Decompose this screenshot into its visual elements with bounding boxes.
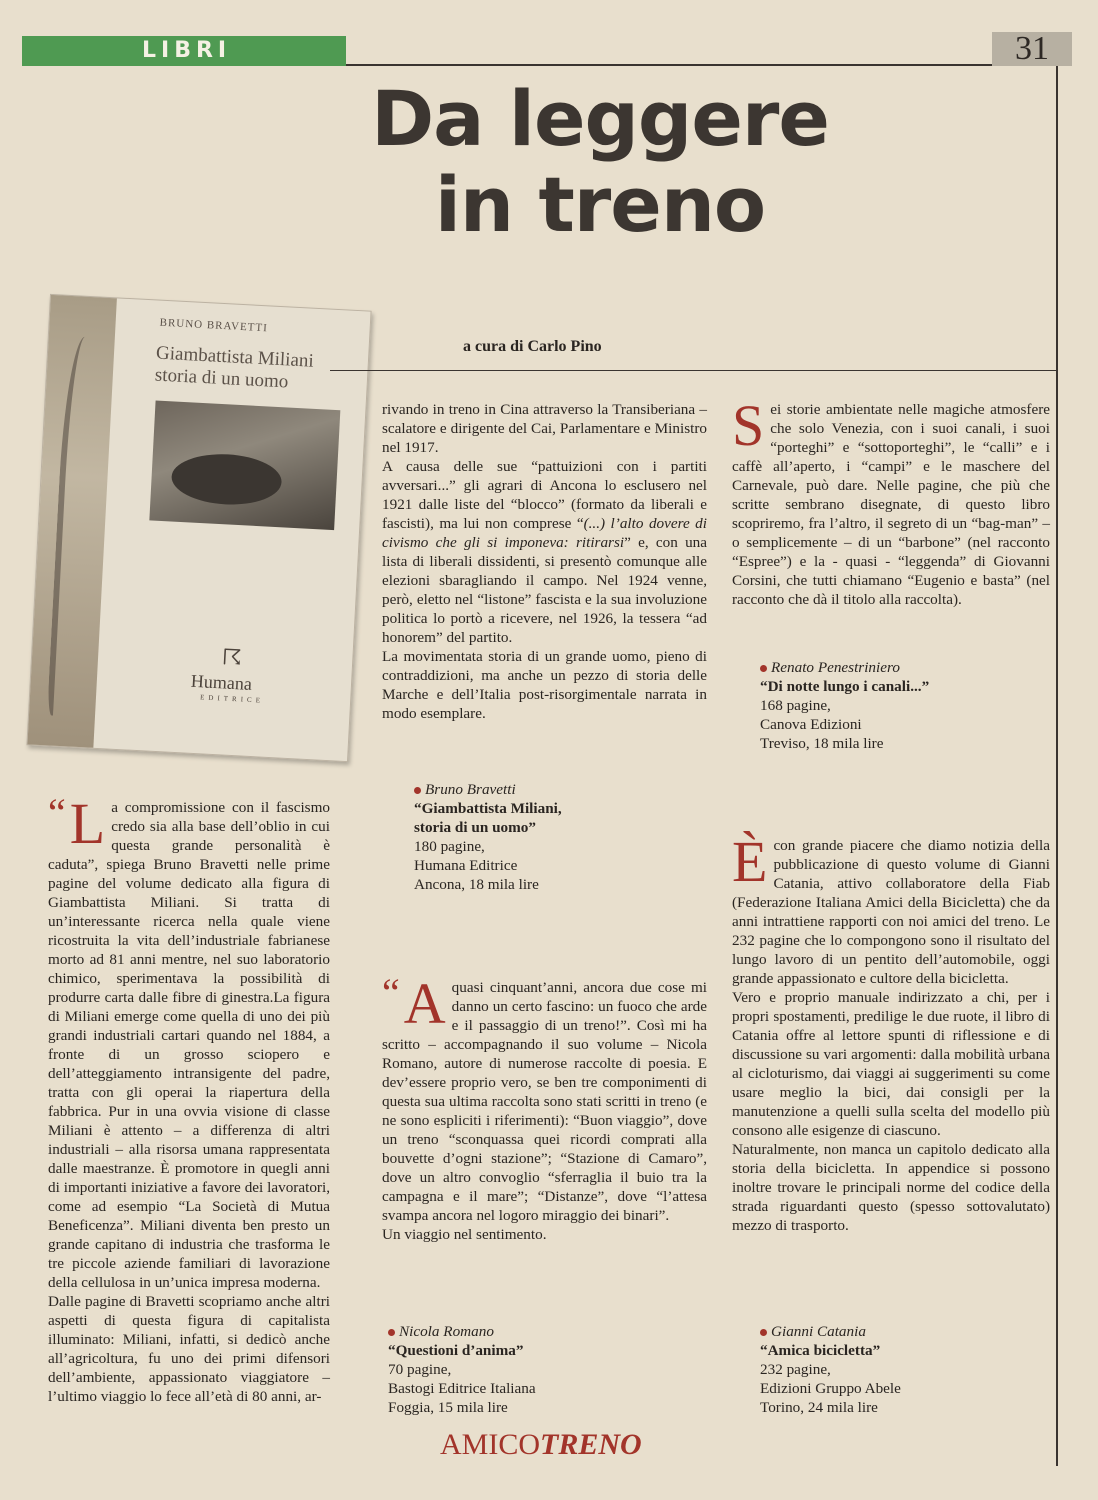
review4-text-b: Vero e proprio manuale indirizzato a chi, per i propri spostamenti, predilige le due ruote, il libro di Catania offre al lettore spunti di riflessione e di discussione su vari argomenti: dalla mobilità urbana al cicloturismo, dai viaggi ai suggerimenti su come usare meglio la bici, dai consigli per la manutenzione a quelli sulla scelta del modello più consono alle esigenze di ciascuno. bbox=[732, 989, 1050, 1139]
bullet-icon bbox=[760, 665, 767, 672]
credit-rule bbox=[330, 370, 1058, 371]
cover-photo bbox=[149, 401, 340, 531]
review1-pages: 180 pagine, bbox=[414, 838, 485, 855]
review1-text-e: La movimentata storia di un grande uomo, pieno di contraddizioni, ma anche un pezzo di storia delle Marche e dell’Italia post-risorgimentale narrata in modo esemplare. bbox=[382, 648, 707, 722]
logo-part1: AMICO bbox=[440, 1428, 541, 1461]
review1-quote-italic: (...) l’alto dovere di civismo che gli si imponeva: ritirarsi bbox=[382, 515, 707, 551]
bullet-icon bbox=[414, 787, 421, 794]
review1-title-line2: storia di un uomo” bbox=[414, 819, 536, 836]
review2-book-info bbox=[388, 1322, 536, 1417]
editor-credit: a cura di Carlo Pino bbox=[463, 338, 602, 355]
right-margin-rule bbox=[1056, 66, 1058, 1466]
book-cover bbox=[26, 294, 371, 762]
review1-author: Bruno Bravetti bbox=[425, 781, 516, 798]
review4-place-price: Torino, 24 mila lire bbox=[760, 1399, 878, 1416]
review1-text-c: rivando in treno in Cina attraverso la Transiberiana – scalatore e dirigente del Cai, Parlamentare e Ministro nel 1917. bbox=[382, 401, 707, 456]
review4-title: “Amica bicicletta” bbox=[760, 1342, 881, 1359]
review2-text-b: Un viaggio nel sentimento. bbox=[382, 1226, 547, 1243]
review1-text-d1: A causa delle sue “pattuizioni con i partiti avversari...” gli agrari di Ancona lo esclusero nel 1921 dalle liste del “blocco” (formato da liberali e fascisti), ma lui non comprese “ bbox=[382, 458, 707, 532]
logo-part2: TRENO bbox=[540, 1428, 642, 1461]
cover-title bbox=[154, 343, 356, 397]
bullet-icon bbox=[760, 1329, 767, 1336]
review4-text-c: Naturalmente, non manca un capitolo dedicato alla storia della bicicletta. In appendice si possono inoltre trovare le principali norme del codice della strada riguardanti questo (spesso sottovalutato) mezzo di trasporto. bbox=[732, 1141, 1050, 1234]
review3-title: “Di notte lungo i canali...” bbox=[760, 678, 930, 695]
bullet-icon bbox=[388, 1329, 395, 1336]
magazine-logo bbox=[440, 1428, 642, 1462]
review3-place-price: Treviso, 18 mila lire bbox=[760, 735, 884, 752]
cover-publisher: Humana bbox=[190, 670, 253, 694]
headline-line2: in treno bbox=[434, 160, 766, 249]
review2-dropcap: A bbox=[403, 971, 446, 1036]
review3-pages: 168 pagine, bbox=[760, 697, 831, 714]
review3-book-info bbox=[760, 658, 929, 753]
review1-text-a: a compromissione con il fascismo credo sia alla base dell’oblio in cui questa grande personalità è caduta”, spiega Bruno Bravetti nelle prime pagine del volume dedicato alla figura di Giambattista Miliani. Si tratta di un’interessante ricerca nella quale viene ricostruita la vita dell’industriale fabrianese morto ad 81 anni mentre, nel suo laboratorio chimico, sperimentava la possibilità di produrre carta dalle fibre di ginestra.La figura di Miliani emerge come quella di uno dei più grandi industriali cartari quando nel 1884, a fronte di un grosso sciopero e dell’atteggiamento intransigente del padre, tratta con gli operai la riapertura della fabbrica. Pur in una ovvia visione di classe Miliani è attento – a differenza di altri industriali – alla risorsa umana rappresentata dalle maestranze. È promotore in quegli anni di importanti iniziative a favore dei lavoratori, come ad esempio “La Società di Mutua Beneficenza”. Miliani diventa ben presto un grande capitano di industria che trasforma le tre piccole aziende familiari di lavorazione della cellulosa in un’unica impresa moderna. bbox=[48, 799, 330, 1291]
review2-pages: 70 pagine, bbox=[388, 1361, 452, 1378]
signature-scribble bbox=[47, 336, 113, 718]
cover-photo-machine bbox=[170, 452, 282, 508]
headline-line1: Da leggere bbox=[371, 74, 829, 163]
review1-book-info bbox=[414, 780, 562, 894]
review4-author: Gianni Catania bbox=[771, 1323, 866, 1340]
quote-mark-icon: “ bbox=[48, 790, 66, 835]
review3-author: Renato Penestriniero bbox=[771, 659, 900, 676]
review1-title-line1: “Giambattista Miliani, bbox=[414, 800, 562, 817]
review2-author: Nicola Romano bbox=[399, 1323, 494, 1340]
review1-publisher: Humana Editrice bbox=[414, 857, 518, 874]
review1-text-d2: ” e, con una lista di liberali dissidenti, si presentò comunque alle elezioni sbaragliando il campo. Nel 1924 venne, però, eletto nel “listone” fascista e la sua involuzione politica lo portò a ricevere, nel 1926, la tessera “ad honorem” del partito. bbox=[382, 534, 707, 646]
review2-text-a: quasi cinquant’anni, ancora due cose mi danno un certo fascino: un fuoco che arde e il passaggio di un treno!”. Così mi ha scritto – accompagnando il suo volume – Nicola Romano, autore di numerose raccolte di poesia. E dev’essere proprio vero, se ben tre componimenti di questa sua ultima raccolta sono stati scritti in treno (e ne sono espliciti i riferimenti): “Buon viaggio”, dove un treno “sconquassa quei ricordi comprati alla bouvette d’ogni stazione”; “Stazione di Camaro”, dove un altro convoglio “sferraglia il buio tra la campagna e il mare”; “Distanze”, dove “l’attesa svampa ancora nel logoro miraggio dei binari”. bbox=[382, 979, 707, 1224]
review3-body bbox=[732, 393, 1050, 609]
cover-spine-strip bbox=[27, 295, 116, 748]
quote-mark-icon: “ bbox=[382, 970, 400, 1015]
cover-imprint: EDITRICE bbox=[199, 693, 265, 705]
review2-body bbox=[382, 970, 707, 1244]
review4-dropcap: È bbox=[732, 829, 768, 894]
review3-dropcap: S bbox=[732, 393, 765, 458]
review1-place-price: Ancona, 18 mila lire bbox=[414, 876, 539, 893]
review1-body-col2 bbox=[382, 400, 707, 723]
review2-publisher: Bastogi Editrice Italiana bbox=[388, 1380, 536, 1397]
review3-publisher: Canova Edizioni bbox=[760, 716, 862, 733]
review4-body bbox=[732, 829, 1050, 1235]
headline bbox=[200, 76, 1000, 248]
cover-title-line1: Giambattista Miliani bbox=[155, 342, 315, 372]
section-label: LIBRI bbox=[22, 36, 346, 66]
cover-author: BRUNO BRAVETTI bbox=[159, 316, 269, 335]
review1-text-b: Dalle pagine di Bravetti scopriamo anche altri aspetti di questa figura di capitalista illuminato: Miliani, infatti, si dedicò anche all’agricoltura, fu uno dei primi difensori dell’ambiente, appassionato viaggiatore – l’ultimo viaggio lo fece all’età di 80 anni, ar- bbox=[48, 1293, 330, 1405]
review2-place-price: Foggia, 15 mila lire bbox=[388, 1399, 508, 1416]
review1-text-d bbox=[382, 457, 707, 647]
review1-body-col1 bbox=[48, 790, 330, 1406]
page-number: 31 bbox=[992, 32, 1072, 66]
cover-title-line2: storia di un uomo bbox=[154, 364, 289, 393]
review4-text-a: con grande piacere che diamo notizia della pubblicazione di questo volume di Gianni Catania, attivo collaboratore della Fiab (Federazione Italiana Amici della Bicicletta) che da anni intrattiene rapporti con noi amici del treno. Le 232 pagine che lo compongono sono il risultato del lungo lavoro di un pentito dell’automobile, oggi grande appassionato e cultore della bicicletta. bbox=[732, 837, 1050, 987]
header-rule bbox=[346, 64, 1072, 66]
review4-publisher: Edizioni Gruppo Abele bbox=[760, 1380, 901, 1397]
review2-title: “Questioni d’anima” bbox=[388, 1342, 524, 1359]
review1-dropcap: L bbox=[69, 791, 106, 856]
review4-pages: 232 pagine, bbox=[760, 1361, 831, 1378]
review3-text-a: ei storie ambientate nelle magiche atmosfere che solo Venezia, con i suoi canali, i suoi “porteghi” e “sottoporteghi”, le “calli” e i caffè all’aperto, i “campi” e le maschere del Carnevale, può dare. Nelle pagine, che più che scritte sembrano disegnate, di questo libro scopriremo, fra l’altro, il segreto di un “bag-man” – o semplicemente – di un “barbone” (nel racconto “Espree”) e la - quasi - “leggenda” di Giovanni Corsini, che tutti chiamano “Eugenio e basta” (nel racconto che dà il titolo alla raccolta). bbox=[732, 401, 1050, 608]
publisher-logo-icon: ☈ bbox=[221, 644, 243, 671]
review4-book-info bbox=[760, 1322, 901, 1417]
